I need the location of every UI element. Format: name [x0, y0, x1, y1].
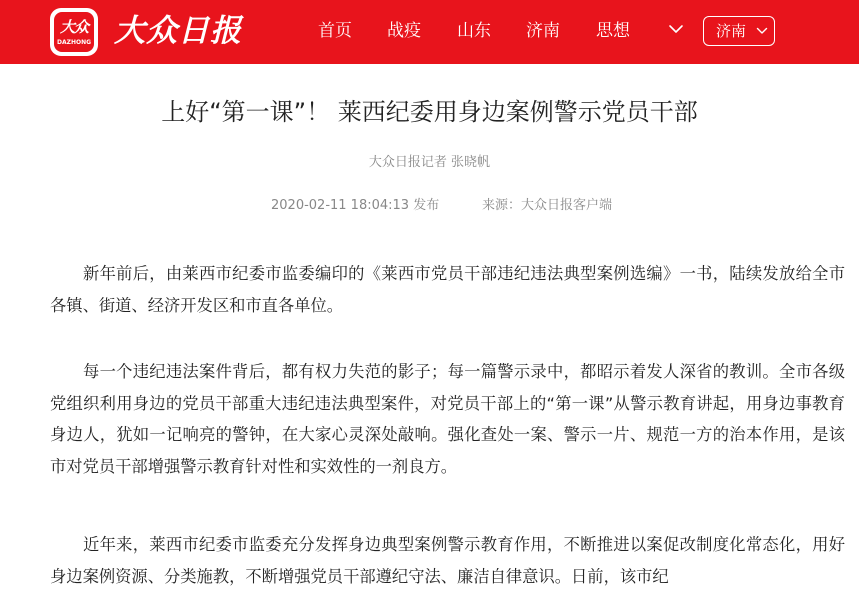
city-chevron-down-icon — [756, 25, 768, 37]
chevron-down-icon[interactable] — [668, 21, 684, 37]
nav-item-home[interactable]: 首页 — [318, 21, 352, 41]
brand-logo[interactable]: 大众日报 — [114, 13, 242, 49]
city-selector[interactable] — [703, 16, 775, 46]
nav-item-epidemic[interactable]: 战疫 — [387, 21, 421, 41]
article-source: 来源：大众日报客户端 — [482, 198, 613, 213]
publish-timestamp: 2020-02-11 18:04:13 发布 — [271, 198, 440, 213]
article-paragraph: 新年前后，由莱西市纪委市监委编印的《莱西市党员干部违纪违法典型案例选编》一书，陆续发放给全市各镇、街道、经济开发区和市直各单位。 — [50, 264, 845, 315]
app-logo-icon[interactable] — [50, 8, 98, 56]
nav-item-jinan[interactable]: 济南 — [526, 21, 560, 41]
app-logo-glyph: 大众 — [60, 18, 89, 36]
top-navigation-bar — [0, 0, 859, 64]
nav-item-thought[interactable]: 思想 — [596, 21, 630, 41]
app-logo-badge — [54, 12, 94, 52]
article-paragraph: 每一个违纪违法案件背后，都有权力失范的影子；每一篇警示录中，都昭示着发人深省的教训。全市各级党组织利用身边的党员干部重大违纪违法典型案件，对党员干部上的“第一课”从警示教育讲起，用身边事教育身边人，犹如一记响亮的警钟，在大家心灵深处敲响。强化查处一案、警示一片、规范一方的治本作用，是该市对党员干部增强警示教育针对性和实效性的一剂良方。 — [50, 362, 845, 476]
city-selector-label: 济南 — [716, 22, 747, 40]
article-title: 上好“第一课”！ 莱西纪委用身边案例警示党员干部 — [161, 98, 698, 126]
nav-item-shandong[interactable]: 山东 — [457, 21, 491, 41]
app-logo-subtitle: DAZHONG — [57, 39, 92, 46]
article-paragraph: 近年来，莱西市纪委市监委充分发挥身边典型案例警示教育作用，不断推进以案促改制度化常态化，用好身边案例资源、分类施教，不断增强党员干部遵纪守法、廉洁自律意识。日前，该市纪 — [50, 535, 845, 586]
article-byline: 大众日报记者 张晓帆 — [368, 155, 491, 170]
